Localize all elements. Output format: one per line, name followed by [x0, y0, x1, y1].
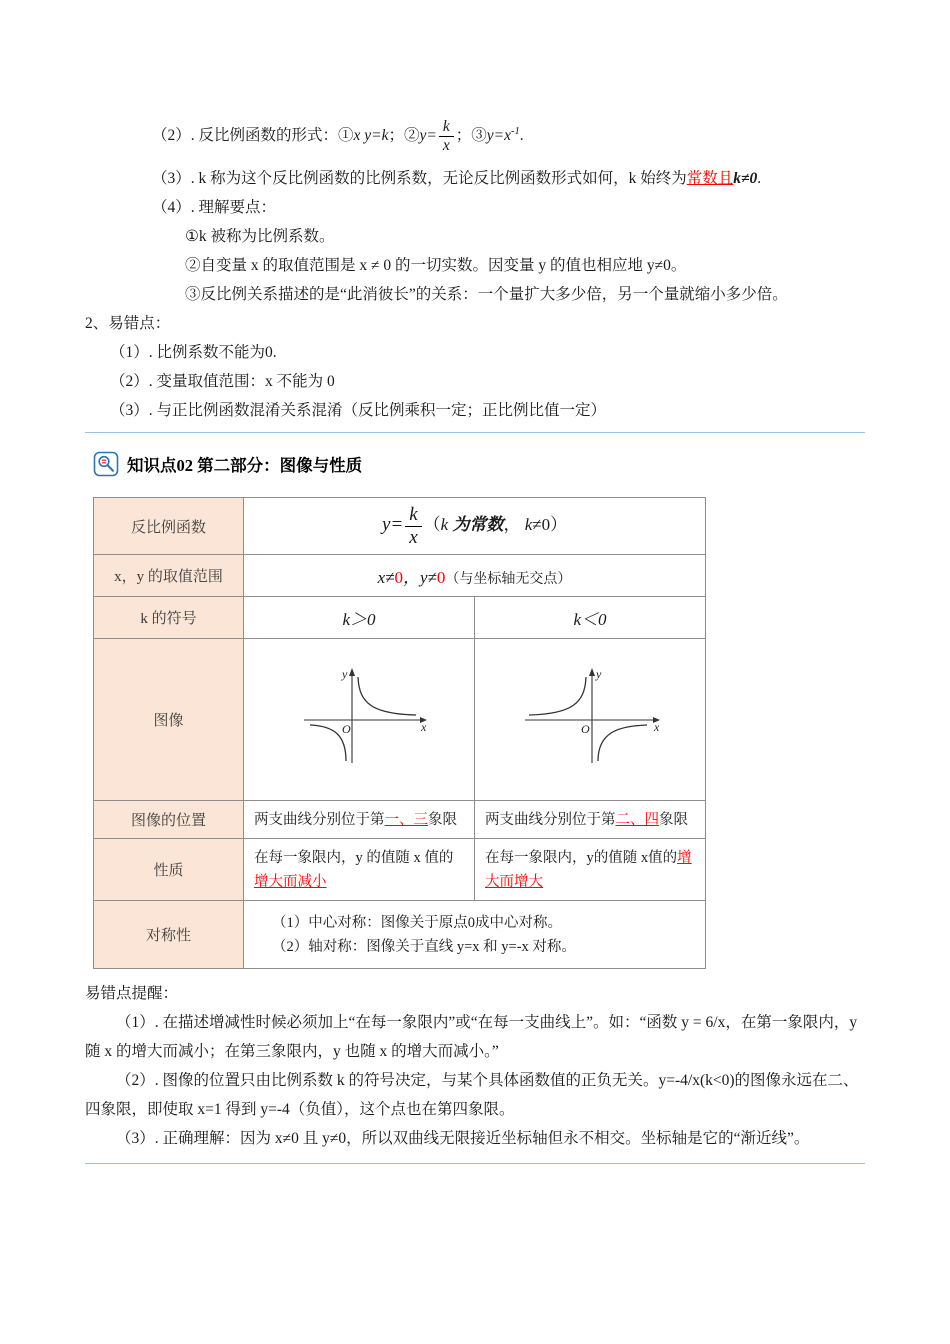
key-point-1: ①k 被称为比例系数。 — [185, 228, 335, 246]
tip-2: （2）. 图像的位置只由比例系数 k 的符号决定，与某个具体函数值的正负无关。y=-4/x(k<0)的图像永远在二、四象限，即使取 x=1 得到 y=-4（负值），这个点也在第四象限。 — [85, 1072, 859, 1119]
table-fraction-num: k — [405, 505, 421, 527]
k-not-zero: k≠0 — [733, 170, 758, 188]
row-label-range — [94, 555, 244, 597]
tips-section — [85, 979, 865, 1153]
row-label-sign — [94, 597, 244, 639]
origin-label: O — [342, 722, 351, 737]
k-negative-cell: k＜0 — [475, 597, 706, 639]
paren-close: ） — [550, 514, 568, 534]
row-label-graph-text: 图像 — [153, 713, 184, 730]
position-q24-cell — [475, 801, 706, 839]
line-coefficient-end: . — [757, 170, 762, 188]
row-label-graph — [94, 639, 244, 801]
line-coefficient — [152, 168, 865, 190]
tips-title: 易错点提醒： — [85, 985, 179, 1003]
line-forms-sep1: ；② — [388, 127, 420, 145]
function-formula-cell — [244, 498, 706, 555]
property-increasing-cell — [475, 839, 706, 901]
row-label-sign-text: k 的符号 — [140, 611, 197, 628]
knowledge-table — [93, 497, 706, 969]
table-row-function — [94, 498, 706, 555]
k-neq-zero: ≠0 — [532, 514, 551, 534]
table-row-graph — [94, 639, 706, 801]
row-label-function-text: 反比例函数 — [130, 519, 206, 536]
decreasing-red: 增大而减小 — [254, 873, 327, 890]
table-row-sign — [94, 597, 706, 639]
row-label-property — [94, 839, 244, 901]
k-var-1: k — [440, 514, 453, 534]
constant-red-text: 常数且 — [686, 170, 734, 188]
formula-comma: ， — [503, 514, 521, 534]
symmetry-cell — [244, 901, 706, 969]
table-row-position — [94, 801, 706, 839]
x-neq-zero-red: 0 — [394, 568, 403, 588]
range-cell — [244, 555, 706, 597]
y-neq-zero-red: 0 — [436, 568, 446, 588]
key-point-3: ③反比例关系描述的是“此消彼长”的关系：一个量扩大多少倍，另一个量就缩小多少倍。 — [185, 286, 788, 304]
y-neq: ，y≠ — [403, 568, 437, 588]
hyperbola-graph-positive — [284, 663, 434, 771]
row-label-property-text: 性质 — [153, 863, 184, 880]
formula-exponent: -1 — [510, 126, 520, 137]
line-key-points: （4）. 理解要点： — [152, 199, 277, 217]
position-q13-post: 象限 — [428, 811, 457, 828]
property-decreasing-pre: 在每一象限内，y 的值随 x 值的 — [254, 849, 454, 866]
k-positive-cell: k＞0 — [244, 597, 475, 639]
magnifier-book-icon — [93, 451, 119, 477]
fraction-numerator: k — [439, 119, 454, 137]
is-constant-text: 为常数 — [452, 514, 504, 534]
row-label-position-text: 图像的位置 — [130, 813, 206, 830]
property-decreasing-cell — [244, 839, 475, 901]
table-row-range — [94, 555, 706, 597]
symmetry-center: （1）中心对称：图像关于原点0成中心对称。 — [272, 914, 562, 931]
symmetry-axis: （2）轴对称：图像关于直线 y=x 和 y=-x 对称。 — [272, 938, 576, 955]
graph-k-negative-cell — [475, 639, 706, 801]
formula-base: y=x — [486, 127, 511, 145]
quadrants-2-4-red: 二、四 — [615, 811, 659, 828]
table-row-symmetry — [94, 901, 706, 969]
row-label-position — [94, 801, 244, 839]
graph-k-positive-cell — [244, 639, 475, 801]
section-divider-top — [85, 432, 865, 433]
tip-3: （3）. 正确理解：因为 x≠0 且 y≠0，所以双曲线无限接近坐标轴但永不相交。坐标轴是它的“渐近线”。 — [116, 1130, 810, 1148]
origin-label: O — [581, 722, 590, 737]
axis-label-x: x — [421, 720, 427, 735]
key-point-2: ②自变量 x 的取值范围是 x ≠ 0 的一切实数。因变量 y 的值也相应地 y≠0。 — [185, 257, 687, 275]
tip-1: （1）. 在描述增减性时候必须加上“在每一象限内”或“在每一支曲线上”。如：“函数 y = 6/x，在第一象限内，y 随 x 的增大而减小；在第三象限内，y 也随 x 的增大而减小。” — [85, 1014, 858, 1061]
line-coefficient-text: （3）. k 称为这个反比例函数的比例系数，无论反比例函数形式如何，k 始终为 — [152, 170, 687, 188]
formula-y-x-inverse — [487, 127, 520, 144]
formula-xy-k: x y=k — [353, 127, 389, 145]
mistake-1: （1）. 比例系数不能为0. — [110, 344, 277, 362]
formula-y-eq: y= — [419, 127, 437, 145]
property-increasing-pre: 在每一象限内，y的值随 x值的 — [485, 849, 678, 866]
table-fraction-den: x — [409, 526, 418, 548]
position-q13-pre: 两支曲线分别位于第 — [254, 811, 385, 828]
table-fraction — [405, 505, 421, 548]
mistake-2: （2）. 变量取值范围：x 不能为 0 — [110, 373, 335, 391]
axis-label-y: y — [596, 667, 602, 682]
hyperbola-graph-negative — [515, 663, 665, 771]
paren-open: （ — [423, 514, 441, 534]
line-forms-sep2: ；③ — [455, 127, 487, 145]
line-forms — [152, 112, 865, 156]
row-label-function — [94, 498, 244, 555]
row-label-symmetry-text: 对称性 — [145, 928, 191, 945]
table-row-property — [94, 839, 706, 901]
row-label-symmetry — [94, 901, 244, 969]
fraction-denominator: x — [442, 137, 450, 155]
increasing-red: 增大而增大 — [485, 849, 692, 890]
k-var-2: k — [520, 514, 533, 534]
axis-label-x: x — [654, 720, 660, 735]
mistake-3: （3）. 与正比例函数混淆关系混淆（反比例乘积一定；正比例比值一定） — [110, 402, 607, 420]
x-neq: x≠ — [377, 568, 395, 588]
no-intersection-note: （与坐标轴无交点） — [445, 572, 572, 588]
position-q24-pre: 两支曲线分别位于第 — [485, 811, 616, 828]
position-q24-post: 象限 — [659, 811, 688, 828]
line-forms-end: . — [519, 127, 524, 145]
axis-label-y: y — [342, 667, 348, 682]
page-divider-bottom — [85, 1163, 865, 1164]
section-heading — [93, 449, 865, 479]
table-formula-yeq: y= — [381, 513, 404, 535]
fraction-k-over-x — [439, 119, 454, 155]
line-forms-prefix: （2）. 反比例函数的形式：① — [152, 127, 354, 145]
row-label-range-text: x，y 的取值范围 — [114, 569, 223, 586]
section-heading-text: 知识点02 第二部分：图像与性质 — [127, 456, 363, 476]
quadrants-1-3-red: 一、三 — [384, 811, 428, 828]
mistakes-title: 2、易错点： — [85, 315, 171, 333]
position-q13-cell — [244, 801, 475, 839]
